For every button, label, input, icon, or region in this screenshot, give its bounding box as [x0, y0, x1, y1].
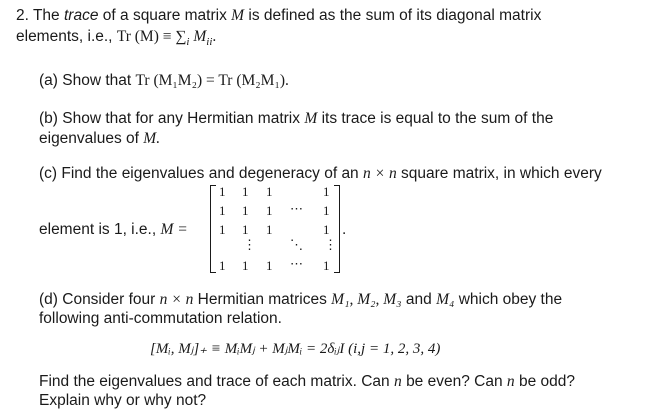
anticommutation-equation: [Mᵢ, Mⱼ]₊ ≡ MᵢMⱼ + MⱼMᵢ = 2δᵢⱼI (i,j = 1, 2, 3, 4) — [150, 341, 441, 357]
trace-word: trace — [64, 7, 99, 24]
part-d-question-line1: Find the eigenvalues and trace of each matrix. Can n be even? Can n be odd? — [39, 373, 575, 390]
matrix-cell: 1 — [266, 203, 273, 218]
matrix-hdots: ⋯ — [290, 256, 303, 271]
matrix-cell: 1 — [323, 184, 330, 199]
matrix-cell: 1 — [219, 258, 226, 273]
matrix-vdots: ⋮ — [324, 237, 337, 252]
matrix-cell: 1 — [266, 258, 273, 273]
part-a-formula: Tr (M₁M₂) = Tr (M₂M₁). — [135, 72, 289, 89]
matrix-vdots: ⋮ — [243, 237, 256, 252]
intro-text-a: The — [32, 7, 60, 24]
problem-intro-line1 — [16, 7, 541, 25]
matrix-cell: 1 — [219, 184, 226, 199]
matrix-cell: 1 — [242, 222, 249, 237]
intro-text-b: of a square matrix — [102, 7, 227, 24]
matrix-left-bracket — [210, 185, 216, 273]
matrix-cell: 1 — [323, 258, 330, 273]
trace-definition: Tr $(M) \equiv \sum_i$ $M_{ii}$. — [116, 28, 217, 49]
problem-number: 2. — [16, 7, 29, 24]
matrix-cell: 1 — [242, 203, 249, 218]
ones-matrix — [210, 183, 340, 275]
matrix-symbol: M — [231, 7, 245, 24]
intro-line2-text: elements, i.e., — [16, 28, 113, 45]
matrix-ddots: ⋱ — [290, 237, 303, 252]
part-b-line1: (b) Show that for any Hermitian matrix M its trace is equal to the sum of the — [39, 110, 554, 127]
part-c-line2: element is 1, i.e., M = — [39, 221, 188, 238]
part-d-line1: (d) Consider four n × n Hermitian matrices M₁, M₂, M₃ and M₄ which obey the — [39, 291, 563, 308]
part-a — [39, 72, 289, 90]
matrix-cell: 1 — [242, 184, 249, 199]
intro-text-c: is defined as the sum of its diagonal matrix — [248, 7, 542, 24]
problem-intro-line2 — [16, 28, 216, 51]
part-d-line2: following anti-commutation relation. — [39, 310, 282, 327]
part-b-line2: eigenvalues of M. — [39, 130, 161, 147]
matrix-hdots: ⋯ — [290, 201, 303, 216]
matrix-cell: 1 — [266, 222, 273, 237]
matrix-cell: 1 — [242, 258, 249, 273]
matrix-cell: 1 — [323, 222, 330, 237]
part-a-label: (a) Show that — [39, 72, 132, 89]
matrix-cell: 1 — [323, 203, 330, 218]
matrix-right-bracket — [334, 185, 340, 273]
matrix-cell: 1 — [266, 184, 273, 199]
matrix-period: . — [342, 221, 347, 238]
part-d-question-line2: Explain why or why not? — [39, 392, 207, 409]
matrix-cell: 1 — [219, 203, 226, 218]
part-c-line1: (c) Find the eigenvalues and degeneracy of an n × n square matrix, in which every — [39, 165, 602, 182]
matrix-cell: 1 — [219, 222, 226, 237]
